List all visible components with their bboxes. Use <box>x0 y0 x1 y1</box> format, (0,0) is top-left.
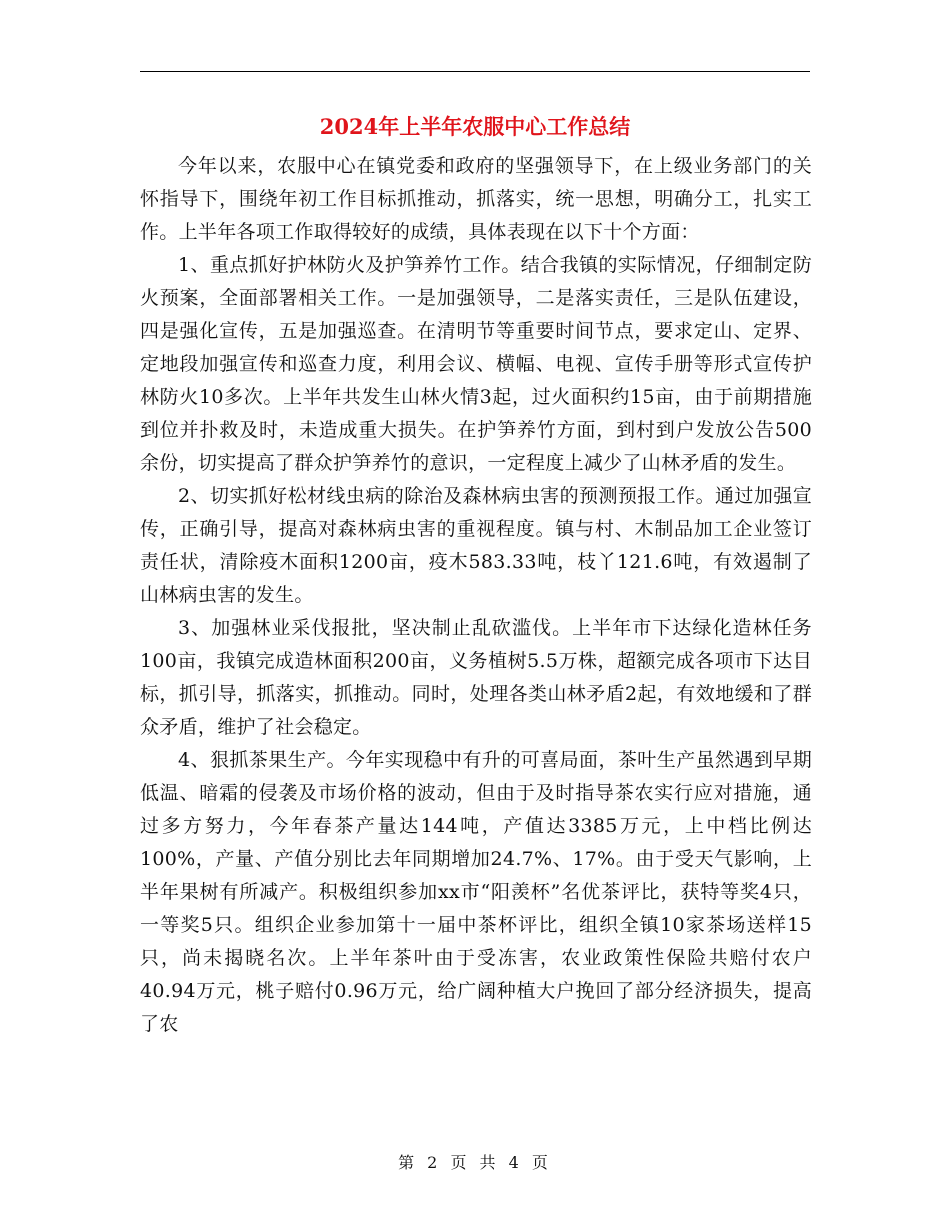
header-rule <box>140 71 810 72</box>
paragraph-2: 2、切实抓好松材线虫病的除治及森林病虫害的预测预报工作。通过加强宣传，正确引导，提高对森林病虫害的重视程度。镇与村、木制品加工企业签订责任状，清除疫木面积1200亩，疫木583.33吨，枝丫121.6吨，有效遏制了山林病虫害的发生。 <box>140 485 812 606</box>
paragraph-intro: 今年以来，农服中心在镇党委和政府的坚强领导下，在上级业务部门的关怀指导下，围绕年初工作目标抓推动，抓落实，统一思想，明确分工，扎实工作。上半年各项工作取得较好的成绩，具体表现在以下十个方面： <box>140 155 812 243</box>
page-footer: 第 2 页 共 4 页 <box>398 1153 552 1172</box>
document-body <box>140 150 812 1041</box>
paragraph-4: 4、狠抓茶果生产。今年实现稳中有升的可喜局面，茶叶生产虽然遇到早期低温、暗霜的侵袭及市场价格的波动，但由于及时指导茶农实行应对措施，通过多方努力，今年春茶产量达144吨，产值达3385万元，上中档比例达100%，产量、产值分别比去年同期增加24.7%、17%。由于受天气影响，上半年果树有所减产。积极组织参加xx市“阳羡杯”名优茶评比，获特等奖4只，一等奖5只。组织企业参加第十一届中茶杯评比，组织全镇10家茶场送样15只，尚未揭晓名次。上半年茶叶由于受冻害，农业政策性保险共赔付农户40.94万元，桃子赔付0.96万元，给广阔种植大户挽回了部分经济损失，提高了农 <box>140 749 812 1035</box>
document-title: 2024年上半年农服中心工作总结 <box>319 114 631 139</box>
paragraph-1: 1、重点抓好护林防火及护笋养竹工作。结合我镇的实际情况，仔细制定防火预案，全面部署相关工作。一是加强领导，二是落实责任，三是队伍建设，四是强化宣传，五是加强巡查。在清明节等重要时间节点，要求定山、定界、定地段加强宣传和巡查力度，利用会议、横幅、电视、宣传手册等形式宣传护林防火10多次。上半年共发生山林火情3起，过火面积约15亩，由于前期措施到位并扑救及时，未造成重大损失。在护笋养竹方面，到村到户发放公告500余份，切实提高了群众护笋养竹的意识，一定程度上减少了山林矛盾的发生。 <box>140 254 812 474</box>
paragraph-3: 3、加强林业采伐报批，坚决制止乱砍滥伐。上半年市下达绿化造林任务100亩，我镇完成造林面积200亩，义务植树5.5万株，超额完成各项市下达目标，抓引导，抓落实，抓推动。同时，处理各类山林矛盾2起，有效地缓和了群众矛盾，维护了社会稳定。 <box>140 617 812 738</box>
